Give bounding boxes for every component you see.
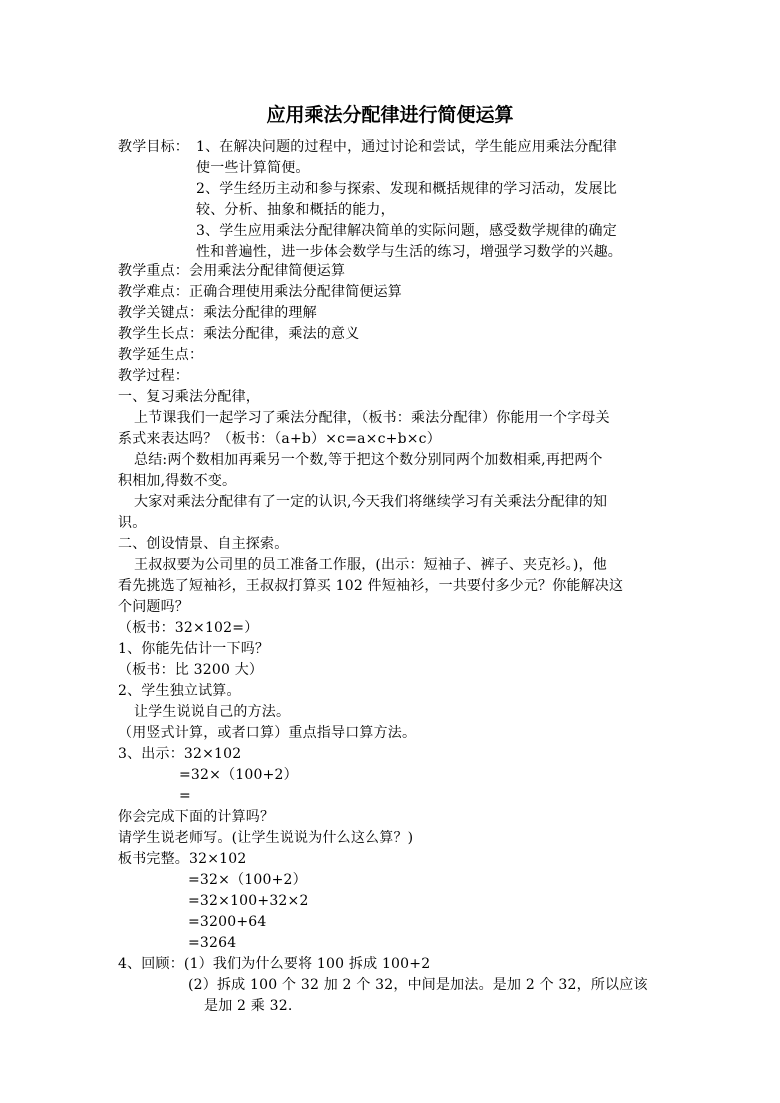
step-2b: （用竖式计算，或者口算）重点指导口算方法。: [118, 725, 417, 741]
step-4b-line-1: (2）拆成 100 个 32 加 2 个 32，中间是加法。是加 2 个 32，所以应该: [188, 977, 648, 993]
teacher-note: 请学生说老师写。(让学生说说为什么这么算？): [118, 830, 414, 846]
section-1-p1-line-2: 系式来表达吗？（板书：（a+b）×c=a×c+b×c）: [118, 431, 441, 447]
board-line-3: =3200+64: [188, 914, 267, 930]
ask-question: 你会完成下面的计算吗？: [118, 809, 275, 825]
section-1-p2-line-1: 总结:两个数相加再乘另一个数,等于把这个数分别同两个加数相乘,再把两个: [134, 452, 603, 468]
teaching-extension-point: 教学延生点：: [118, 347, 204, 363]
teaching-difficulty: 教学难点：正确合理使用乘法分配律简便运算: [118, 284, 402, 300]
objective-2-line-2: 较、分析、抽象和概括的能力，: [196, 202, 395, 218]
section-1-p3-line-2: 识。: [118, 515, 147, 531]
section-2-p1-line-1: 王叔叔要为公司里的员工准备工作服，(出示：短袖子、裤子、夹克衫。)，他: [134, 557, 607, 573]
board-line-1: =32×（100+2）: [188, 872, 307, 888]
step-4-label: 4、回顾：(1）我们为什么要将 100 拆成 100+2: [118, 956, 431, 972]
step-2a: 让学生说说自己的方法。: [134, 704, 291, 720]
objective-2-line-1: 2、学生经历主动和参与探索、发现和概括规律的学习活动，发展比: [196, 181, 617, 197]
objective-1-line-1: 1、在解决问题的过程中，通过讨论和尝试，学生能应用乘法分配律: [196, 139, 617, 155]
objective-3-line-1: 3、学生应用乘法分配律解决简单的实际问题，感受数学规律的确定: [196, 223, 617, 239]
teaching-focus: 教学重点：会用乘法分配律简便运算: [118, 263, 346, 279]
page-title: 应用乘法分配律进行简便运算: [266, 104, 514, 126]
teaching-growth-point: 教学生长点：乘法分配律，乘法的意义: [118, 326, 360, 342]
board-note-2: （板书：比 3200 大）: [118, 662, 264, 678]
section-2-heading: 二、创设情景、自主探索。: [118, 536, 289, 552]
section-2-p1-line-3: 个问题吗？: [118, 599, 189, 615]
step-4b-line-2: 是加 2 乘 32.: [204, 998, 293, 1014]
section-2-p1-line-2: 看先挑选了短袖衫，王叔叔打算买 102 件短袖衫，一共要付多少元？你能解决这: [118, 578, 624, 594]
step-3-line-2: =: [179, 788, 191, 804]
objective-3-line-2: 性和普遍性，进一步体会数学与生活的练习，增强学习数学的兴趣。: [196, 244, 622, 260]
step-3-line-1: =32×（100+2）: [179, 767, 298, 783]
step-1: 1、你能先估计一下吗？: [118, 641, 270, 657]
section-1-p3-line-1: 大家对乘法分配律有了一定的认识,今天我们将继续学习有关乘法分配律的知: [134, 494, 608, 510]
board-note-1: （板书：32×102=）: [118, 620, 259, 636]
section-1-p1-line-1: 上节课我们一起学习了乘法分配律，（板书：乘法分配律）你能用一个字母关: [134, 410, 610, 426]
objectives-label: 教学目标：: [118, 139, 189, 155]
teaching-key-point: 教学关键点：乘法分配律的理解: [118, 305, 317, 321]
board-line-4: =3264: [188, 935, 237, 951]
objective-1-line-2: 使一些计算简便。: [196, 160, 310, 176]
section-1-p2-line-2: 积相加,得数不变。: [118, 473, 237, 489]
board-complete-label: 板书完整。32×102: [118, 851, 247, 867]
step-2: 2、学生独立试算。: [118, 683, 241, 699]
board-line-2: =32×100+32×2: [188, 893, 309, 909]
teaching-process-label: 教学过程：: [118, 368, 189, 384]
section-1-heading: 一、复习乘法分配律，: [118, 389, 260, 405]
step-3-label: 3、出示：32×102: [118, 746, 242, 762]
